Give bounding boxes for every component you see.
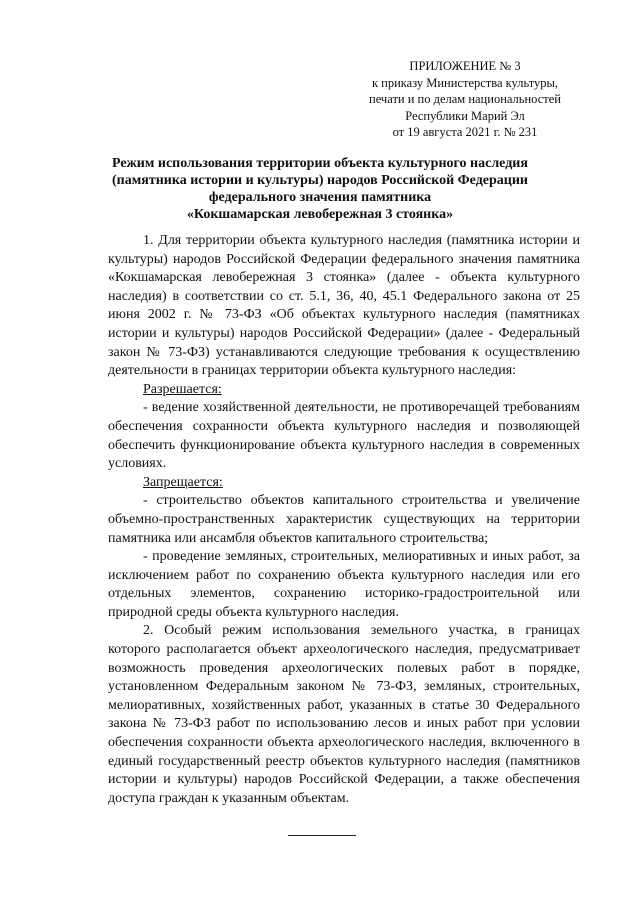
title-line: «Кокшамарская левобережная 3 стоянка» xyxy=(186,207,454,222)
forbidden-item-1: - строительство объектов капитального строительства и увеличение объемно-пространственных характеристик существующих на территории памятника или ансамбля объектов капитального строительства; xyxy=(108,493,580,546)
forbidden-item-2: - проведение земляных, строительных, мелиоративных и иных работ, за исключением работ по сохранению объекта культурного наследия или его отдельных элементов, сохранению историко-градостроительной или природной среды объекта культурного наследия. xyxy=(108,549,580,620)
forbidden-heading-text: Запрещается: xyxy=(143,474,223,490)
closing-rule xyxy=(288,835,356,836)
appendix-line: ПРИЛОЖЕНИЕ № 3 xyxy=(409,59,521,73)
document-title xyxy=(95,155,545,223)
forbidden-heading xyxy=(108,474,580,493)
document-body xyxy=(108,232,580,808)
appendix-line: Республики Марий Эл xyxy=(405,108,525,123)
title-line: Режим использования территории объекта культурного наследия xyxy=(112,156,528,171)
title-line: федерального значения памятника xyxy=(208,190,432,205)
paragraph-1: 1. Для территории объекта культурного наследия (памятника истории и культуры) народов Российской Федерации федерального значения памятника «Кокшамарская левобережная 3 стоянка» (далее - объекта культурного наследия) в соответствии со ст. 5.1, 36, 40, 45.1 Федерального закона от 25 июня 2002 г. № 73-ФЗ «Об объектах культурного наследия (памятниках истории и культуры) народов Российской Федерации» (далее - Федеральный закон № 73-ФЗ) устанавливаются следующие требования к осуществлению деятельности в границах территории объекта культурного наследия: xyxy=(108,233,580,379)
allowed-item: - ведение хозяйственной деятельности, не противоречащей требованиям обеспечения сохранности объекта культурного наследия и позволяющей обеспечить функционирование объекта культурного наследия в современных условиях. xyxy=(108,400,580,472)
appendix-block xyxy=(350,58,580,141)
appendix-line: к приказу Министерства культуры, xyxy=(371,75,559,90)
appendix-line: от 19 августа 2021 г. № 231 xyxy=(392,125,538,139)
title-line: (памятника истории и культуры) народов Российской Федерации xyxy=(112,173,528,188)
allowed-heading xyxy=(108,381,580,400)
appendix-line: печати и по делам национальностей xyxy=(369,92,561,106)
allowed-heading-text: Разрешается: xyxy=(143,381,222,397)
paragraph-2: 2. Особый режим использования земельного участка, в границах которого располагается объект археологического наследия, предусматривает возможность проведения археологических полевых работ в порядке, установленном Федеральным законом № 73-ФЗ, земляных, строительных, мелиоративных, хозяйственных работ, указанных в статье 30 Федерального закона № 73-ФЗ работ по использованию лесов и иных работ при условии обеспечения сохранности объекта археологического наследия, включенного в единый государственный реестр объектов культурного наследия (памятников истории и культуры) народов Российской Федерации, а также обеспечения доступа граждан к указанным объектам. xyxy=(108,623,580,806)
